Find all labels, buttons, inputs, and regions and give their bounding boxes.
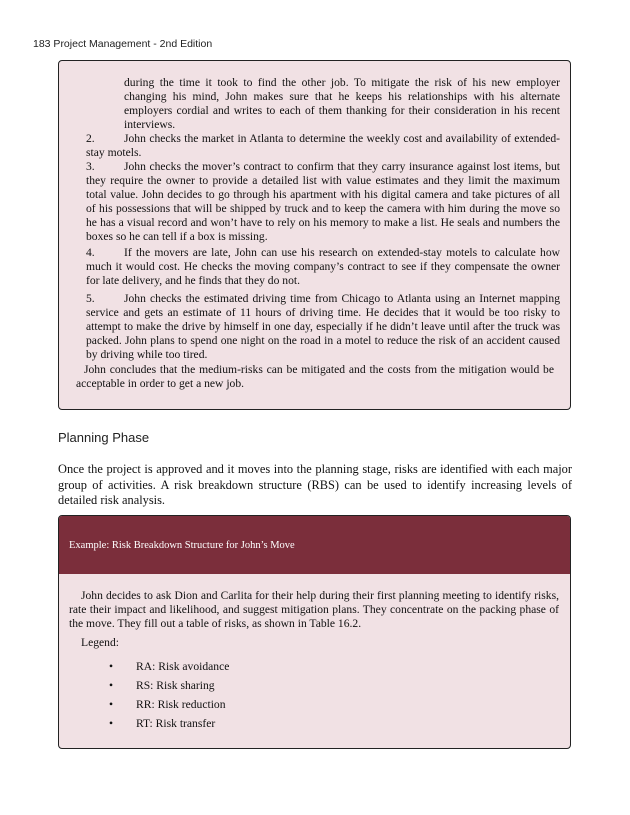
section-heading: Planning Phase [58, 430, 150, 445]
list-item-text: If the movers are late, John can use his research on extended-stay motels to calculate how much it would cost. He checks the moving company’s contract to see if they compensate the owner for late delivery, and he finds that they do not. [86, 246, 560, 287]
example-title-bar [59, 516, 570, 574]
example-paragraph: John decides to ask Dion and Carlita for their help during their first planning meeting to identify risks, rate their impact and likelihood, and suggest mitigation plans. They concentrate on the packing phase of the move. They fill out a table of risks, as shown in Table 16.2. [69, 589, 559, 630]
legend-item: • RS: Risk sharing [109, 679, 215, 692]
bullet-icon: • [109, 679, 114, 692]
list-item-number: 2. [86, 132, 95, 145]
bullet-icon: • [109, 717, 114, 730]
list-item [86, 292, 560, 362]
legend-item: • RA: Risk avoidance [109, 660, 230, 673]
list-item-text: John checks the mover’s contract to confirm that they carry insurance against lost items, but they require the owner to provide a detailed list with value estimates and they limit the maximum total value. John decides to go through his apartment with his digital camera and take pictures of all of his possessions that will be shipped by truck and to keep the camera with him during the move so he has a visual record and won’t have to rely on his memory to make a list. He seals and numbers the boxes so he can tell if a box is missing. [86, 160, 560, 243]
list-item-text: John checks the market in Atlanta to determine the weekly cost and availability of extended-stay motels. [86, 132, 560, 159]
running-header: 183 Project Management - 2nd Edition [33, 38, 213, 50]
continuation-text: during the time it took to find the other job. To mitigate the risk of his new employer changing his mind, John makes sure that he keeps his relationships with his alternate employers cordial and writes to each of them thanking for their consideration in his recent interviews. [124, 76, 560, 131]
list-item [86, 246, 560, 288]
example-box [58, 515, 571, 749]
risk-mitigation-box [58, 60, 571, 410]
legend-list [109, 660, 229, 736]
legend-item: • RT: Risk transfer [109, 717, 216, 730]
example-title: Example: Risk Breakdown Structure for John’s Move [69, 539, 295, 551]
legend-item: • RR: Risk reduction [109, 698, 226, 711]
list-item-text: John checks the estimated driving time from Chicago to Atlanta using an Internet mapping service and gets an estimate of 11 hours of driving time. He decides that it would be too risky to attempt to make the drive by himself in one day, especially if he didn’t leave until after the truck was packed. John plans to spend one night on the road in a motel to reduce the risk of an accident caused by driving while too tired. [86, 292, 560, 361]
list-item-number: 4. [86, 246, 95, 259]
bullet-icon: • [109, 698, 114, 711]
bullet-icon: • [109, 660, 114, 673]
list-item-number: 5. [86, 292, 95, 305]
list-item [86, 160, 560, 244]
legend-label: Legend: [81, 636, 119, 649]
body-paragraph: Once the project is approved and it moves into the planning stage, risks are identified with each major group of activities. A risk breakdown structure (RBS) can be used to identify increasing levels of detailed risk analysis. [58, 462, 572, 507]
list-item [86, 132, 560, 160]
conclusion-text: John concludes that the medium-risks can be mitigated and the costs from the mitigation would be acceptable in order to get a new job. [76, 363, 554, 390]
list-item-number: 3. [86, 160, 95, 173]
